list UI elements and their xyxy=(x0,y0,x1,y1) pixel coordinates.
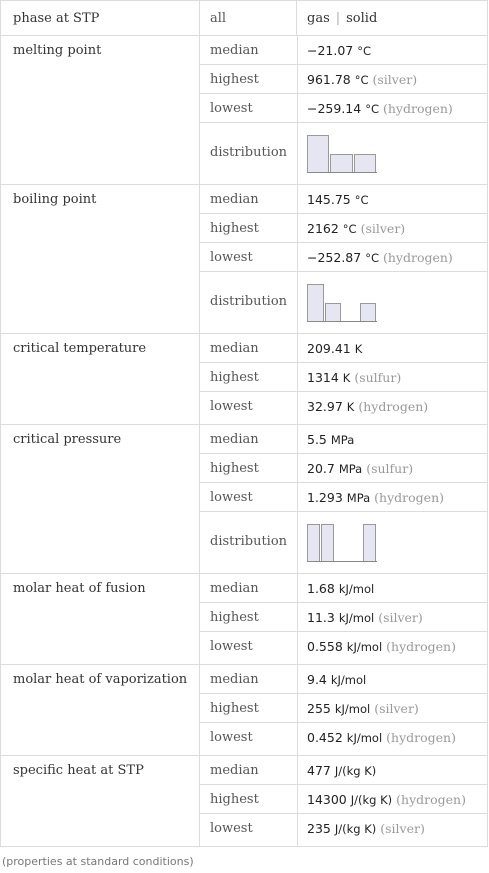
lowest-value: 1.293 MPa (hydrogen) xyxy=(307,490,444,505)
lowest-value: −252.87 °C (hydrogen) xyxy=(307,250,453,265)
melting-lowest xyxy=(200,94,487,123)
highest-value: 961.78 °C (silver) xyxy=(307,72,418,87)
boiling-histogram xyxy=(307,284,377,322)
fusion-label: molar heat of fusion xyxy=(13,581,146,596)
vapor-median xyxy=(200,665,487,694)
lowest-key: lowest xyxy=(210,399,253,414)
distribution-key: distribution xyxy=(210,534,288,549)
footer-note: (properties at standard conditions) xyxy=(2,855,194,868)
median-key: median xyxy=(210,341,259,356)
melting-distribution xyxy=(200,123,487,184)
histogram-bar xyxy=(360,303,377,322)
crit-press-median xyxy=(200,425,487,454)
histogram-bar xyxy=(363,524,376,562)
melting-histogram xyxy=(307,135,377,173)
header-gas: gas xyxy=(307,11,330,26)
specific-heat-row xyxy=(0,756,488,847)
median-value: 1.68 kJ/mol xyxy=(307,581,375,596)
median-key: median xyxy=(210,432,259,447)
histogram-baseline xyxy=(307,321,377,322)
lowest-value: −259.14 °C (hydrogen) xyxy=(307,101,453,116)
crit-press-histogram xyxy=(307,524,377,562)
boiling-point-label: boiling point xyxy=(13,192,97,207)
histogram-bar xyxy=(307,135,329,173)
critical-pressure-label: critical pressure xyxy=(13,432,122,447)
highest-key: highest xyxy=(210,701,259,716)
median-key: median xyxy=(210,581,259,596)
histogram-bar xyxy=(307,524,320,562)
histogram-baseline xyxy=(307,172,377,173)
lowest-key: lowest xyxy=(210,639,253,654)
lowest-value: 235 J/(kg K) (silver) xyxy=(307,821,425,836)
boiling-lowest xyxy=(200,243,487,272)
boiling-median xyxy=(200,185,487,214)
crit-temp-median xyxy=(200,334,487,363)
specheat-lowest xyxy=(200,814,487,846)
lowest-key: lowest xyxy=(210,101,253,116)
distribution-key: distribution xyxy=(210,145,288,160)
median-value: 145.75 °C xyxy=(307,192,369,207)
highest-value: 20.7 MPa (sulfur) xyxy=(307,461,414,476)
highest-key: highest xyxy=(210,221,259,236)
lowest-value: 0.452 kJ/mol (hydrogen) xyxy=(307,730,456,745)
median-value: 477 J/(kg K) xyxy=(307,763,377,778)
header-phase-label: phase at STP xyxy=(13,11,100,26)
crit-temp-highest xyxy=(200,363,487,392)
median-key: median xyxy=(210,43,259,58)
critical-pressure-row xyxy=(0,425,488,574)
specific-heat-label: specific heat at STP xyxy=(13,763,144,778)
lowest-key: lowest xyxy=(210,821,253,836)
critical-temperature-row xyxy=(0,334,488,425)
median-key: median xyxy=(210,672,259,687)
specheat-median xyxy=(200,756,487,785)
vaporization-label: molar heat of vaporization xyxy=(13,672,188,687)
highest-key: highest xyxy=(210,370,259,385)
highest-key: highest xyxy=(210,461,259,476)
histogram-bar xyxy=(307,284,324,322)
highest-value: 14300 J/(kg K) (hydrogen) xyxy=(307,792,466,807)
histogram-bar xyxy=(330,154,352,173)
median-value: 5.5 MPa xyxy=(307,432,355,447)
crit-press-highest xyxy=(200,454,487,483)
critical-temperature-label: critical temperature xyxy=(13,341,147,356)
lowest-value: 0.558 kJ/mol (hydrogen) xyxy=(307,639,456,654)
header-solid: solid xyxy=(346,11,378,26)
boiling-distribution xyxy=(200,272,487,333)
highest-key: highest xyxy=(210,610,259,625)
lowest-key: lowest xyxy=(210,730,253,745)
lowest-key: lowest xyxy=(210,250,253,265)
header-separator: | xyxy=(335,11,341,26)
vaporization-row xyxy=(0,665,488,756)
vapor-lowest xyxy=(200,723,487,755)
melting-point-label: melting point xyxy=(13,43,102,58)
header-all-label: all xyxy=(210,11,227,26)
histogram-bar xyxy=(354,154,376,173)
histogram-baseline xyxy=(307,561,377,562)
header-phase-values xyxy=(307,11,377,26)
boiling-highest xyxy=(200,214,487,243)
median-key: median xyxy=(210,763,259,778)
fusion-highest xyxy=(200,603,487,632)
highest-key: highest xyxy=(210,792,259,807)
highest-value: 1314 K (sulfur) xyxy=(307,370,402,385)
melting-highest xyxy=(200,65,487,94)
histogram-bar xyxy=(321,524,334,562)
distribution-key: distribution xyxy=(210,294,288,309)
fusion-lowest xyxy=(200,632,487,664)
median-value: 9.4 kJ/mol xyxy=(307,672,367,687)
histogram-bar xyxy=(325,303,342,322)
lowest-key: lowest xyxy=(210,490,253,505)
header-row xyxy=(0,0,488,36)
median-value: −21.07 °C xyxy=(307,43,372,58)
highest-key: highest xyxy=(210,72,259,87)
melting-point-row xyxy=(0,36,488,185)
highest-value: 2162 °C (silver) xyxy=(307,221,406,236)
fusion-row xyxy=(0,574,488,665)
median-value: 209.41 K xyxy=(307,341,363,356)
crit-press-distribution xyxy=(200,512,487,573)
crit-temp-lowest xyxy=(200,392,487,424)
vapor-highest xyxy=(200,694,487,723)
median-key: median xyxy=(210,192,259,207)
lowest-value: 32.97 K (hydrogen) xyxy=(307,399,429,414)
fusion-median xyxy=(200,574,487,603)
highest-value: 11.3 kJ/mol (silver) xyxy=(307,610,423,625)
boiling-point-row xyxy=(0,185,488,334)
highest-value: 255 kJ/mol (silver) xyxy=(307,701,419,716)
melting-median xyxy=(200,36,487,65)
specheat-highest xyxy=(200,785,487,814)
crit-press-lowest xyxy=(200,483,487,512)
